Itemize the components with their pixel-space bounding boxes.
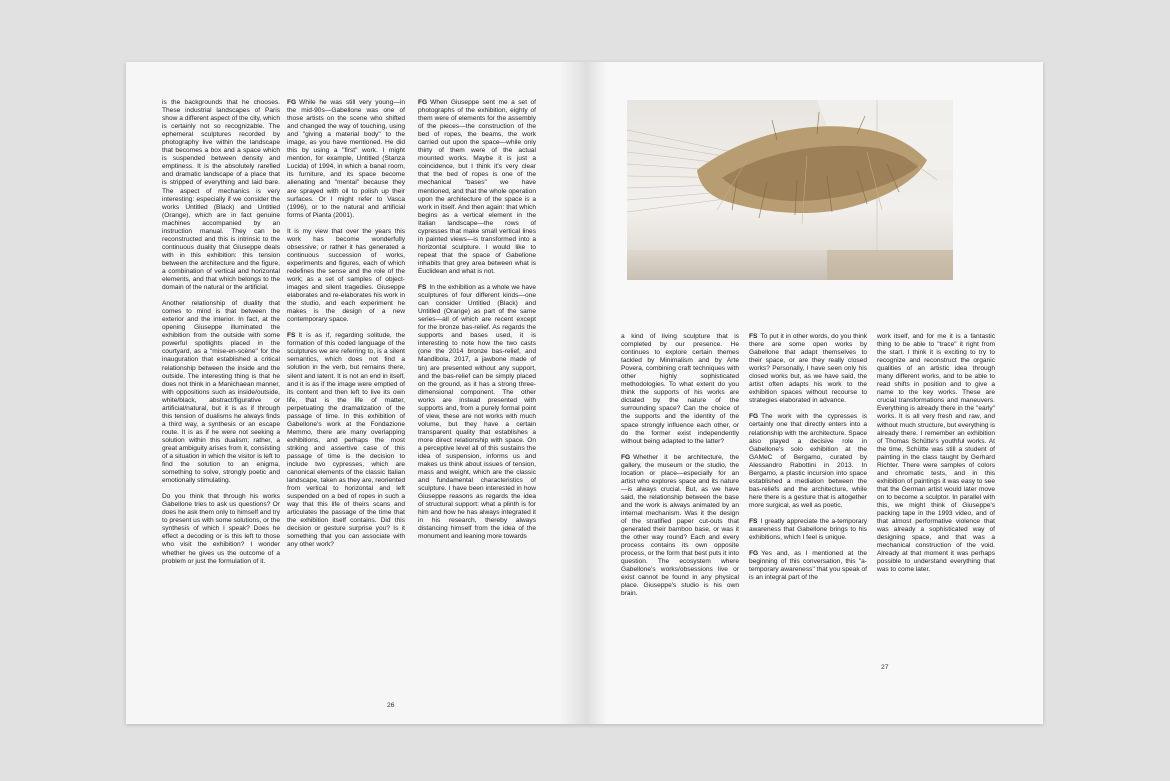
- speaker-label: FG: [287, 99, 297, 106]
- paragraph: [877, 333, 995, 574]
- paragraph-text: In the exhibition as a whole we have sculptures of four different kinds—one can consider Untitled (Black) and Untitled (Orange) as part of the same series—all of which are recent except for the bronze bas-relief. As regards the supports and bases used, it is interesting to note how the two casts (one the 2014 bronze bas-relief, and Mandibola, 2017, a jawbone made of tin) are presented without any support, and the bas-relief can be simply placed on the ground, as it has a strong three-dimensional component. The other works are instead presented with supports and, from a purely formal point of view, these are not works with much volume, but they have a certain transparent quality that establishes a more direct relationship with space. On a perceptive level all of this sustains the idea of suspension, informs us and makes us think about issues of tension, mass and weight, which are the classic and fundamental characteristics of sculpture. I have been interested in how Giuseppe reasons as regards the idea of structural support: what a plinth is for him and how he has always integrated it in his research, thereby always distancing himself from the idea of the monument and leaning more towards: [418, 284, 536, 541]
- paragraph: [287, 228, 405, 325]
- gutter-shadow: [559, 62, 585, 724]
- speaker-label: FG: [621, 453, 631, 461]
- paragraph-text: Another relationship of duality that comes to mind is that between the exterior and the interior. In fact, at the opening Giuseppe illuminated the exhibition from the outside with some powerful spotlights placed in the courtyard, as a "mise-en-scène" for the inauguration that established a critical relationship between the inside and the outside. The interesting thing is that he does not think in a Manichaean manner, with oppositions such as inside/outside, white/black, abstract/figurative or artificial/natural, but it is as if through this tension of dualisms he always finds a third way, a synthesis or an escape route. It is as if he were not seeking a solution within this dualism; rather, a great ambiguity arises from it, consisting of a situation in which the visitor is left to find the solution to an enigma, something to solve, strongly poetic and emotionally stimulating.: [162, 300, 280, 485]
- paragraph: [287, 99, 405, 220]
- exhibition-photo: [627, 100, 953, 280]
- text-column: [287, 99, 405, 679]
- paragraph-text: Do you think that through his works Gabellone tries to ask us questions? Or does he ask them only to himself and try to present us with some solutions, or the synthesis of which I speak? Does he effect a decoding or is this left to those who visit the exhibition? I wonder whether he gives us the outcome of a problem or just the formulation of it.: [162, 493, 280, 565]
- paragraph: [749, 518, 867, 542]
- text-column: [749, 333, 867, 679]
- text-column: [877, 333, 995, 679]
- paragraph: [418, 99, 536, 276]
- paragraph-text: It is as if, regarding solitude, the formation of this coded language of the sculptures we are referring to, is a silent semantics, which does not find a solution in the verb, but remains there, silent and latent. It is not an end in itself, and it is as if the image were emptied of its content and then left to live its own life, that is the life of matter, perpetuating the dramatization of the passage of time. In this exhibition of Gabellone's work at the Fondazione Memmo, there are many overlapping exhibitions, and perhaps the most striking and assertive case of this passage of time is the decision to include two cypresses, which are canonical elements of the classic Italian landscape, taken as they are, reoriented from vertical to horizontal and left suspended on a bed of ropes in such a way that this life of theirs scans and articulates the passage of the time that the exhibition itself contains. Did this decision or gesture surprise you? Is it something that you can associate with any other work?: [287, 332, 405, 549]
- paragraph-text: It is my view that over the years this work has become wonderfully obsessive; or rather it has generated a continuous succession of works, experiments and figures, each of which redefines the sense and the role of the work; as a set of samples of object-images and silent tragedies. Giuseppe elaborates and re-elaborates his work in the studio, and each experiment he makes is the design of a new contemporary space.: [287, 227, 405, 324]
- speaker-label: FS: [749, 517, 758, 525]
- speaker-label: FG: [749, 550, 759, 558]
- magazine-spread: [126, 62, 1043, 724]
- text-column: [621, 333, 739, 679]
- paragraph: [621, 454, 739, 599]
- left-page: [126, 62, 585, 724]
- paragraph-text: When Giuseppe sent me a set of photographs of the exhibition, eighty of them were of elements for the assembly of the pieces—the construction of the bed of ropes, the beams, the work carried out upon the space—while only thirty of them were of the actual mounted works. Maybe it is just a coincidence, but I think it's very clear that the bed of ropes is one of the mechanical "bases" we have mentioned, and that the whole operation upon the architecture of the space is a work in itself. And then again: that which begins as a vertical element in the Italian landscape—the rows of cypresses that make small vertical lines in painted views—is transformed into a horizontal sculpture. I would like to repeat that the space of Gabellone inhabits that grey area between what is Euclidean and what is not.: [418, 99, 536, 275]
- suspended-cypress-illustration: [627, 100, 953, 280]
- right-page: [585, 62, 1043, 724]
- text-column: [418, 99, 536, 679]
- paragraph-text: a kind of living sculpture that is completed by our presence. He continues to explore certain themes tackled by Minimalism and by Arte Povera, combining craft techniques with other highly sophisticated methodologies. To what extent do you think the supports of his works are dictated by the nature of the surrounding space? Can the choice of the supports and the identity of the space strongly influence each other, or do the former exist independently without being adapted to the latter?: [621, 333, 739, 445]
- text-column: [162, 99, 280, 679]
- paragraph: [749, 333, 867, 405]
- paragraph: [621, 333, 739, 446]
- paragraph-text: To put it in other words, do you think there are some open works by Gabellone that adapt themselves to their space, or are they really closed works? Personally, I have seen only his closed works but, as we have said, the artist often adapts his work to the exhibition spaces without recourse to strategies elaborated in advance.: [749, 333, 867, 405]
- paragraph: [162, 300, 280, 485]
- speaker-label: FG: [418, 99, 428, 106]
- paragraph: [749, 413, 867, 510]
- paragraph: [162, 493, 280, 565]
- paragraph-text: I greatly appreciate the a-temporary awareness that Gabellone brings to his exhibitions, which I feel is unique.: [749, 517, 867, 542]
- gutter-shadow: [585, 62, 607, 724]
- paragraph: [287, 332, 405, 549]
- paragraph-text: is the backgrounds that he chooses. These industrial landscapes of Paris show a different aspect of the city, which is certainly not so recognizable. The ephemeral sculptures recorded by photography live within the landscape that becomes a box and a space which is suspended between density and emptiness. It is the absolutely rarefied and dramatic landscape of a place that is stripped of everything and laid bare. The aspect of mechanics is very interesting: especially if we consider the works Untitled (Black) and Untitled (Orange), which are in fact genuine machines accompanied by an instruction manual. They can be reconstructed and this is intrinsic to the continuous duality that Giuseppe deals with in this exhibition: this tension between the architecture and the figure, a combination of vertical and horizontal elements, and that which belongs to the domain of the natural or the artificial.: [162, 99, 280, 292]
- paragraph-text: While he was still very young—in the mid-90s—Gabellone was one of those artists on the scene who shifted and changed the way of touching, using and "giving a material body" to the image, as you have mentioned. He did this by using a "first" work. I might mention, for example, Untitled (Stanza Lucida) of 1994, in which a banal room, its furniture, and its space become alienating and "mental" because they are sprayed with oil to polish up their surfaces. Or I might refer to Vasca (1996), or to the natural and artificial forms of Pianta (2001).: [287, 99, 405, 219]
- page-number: 27: [881, 664, 889, 671]
- paragraph-text: work itself, and for me it is a fantastic thing to be able to "trace" it right from the start. I think it is exciting to try to recognize and reconstruct the organic qualities of an artistic idea through many different works, and to be able to read shifts in position and to give a name to the key works. These are crucial transformations and maneuvers. Everything is already there in the "early" works. It is all very fresh and raw, and without much structure, but everything is already there. I remember an exhibition of Thomas Schütte's youthful works. At the time, Schütte was still a student of painting in the class taught by Gerhard Richter. There were samples of colors and chromatic tests, and in this exhibition of paintings it was easy to see that the German artist would later move on to become a sculptor. In parallel with this, we might think of Giuseppe's packing tape in the 1993 video, and of that almost performative violence that was already a sophisticated way of designing space, and that was a mechanical construction of the void. Already at that moment it was perhaps possible to understand everything that was to come later.: [877, 333, 995, 574]
- speaker-label: FS: [418, 284, 427, 292]
- speaker-label: FS: [749, 333, 758, 340]
- paragraph-text: Whether it be architecture, the gallery, the museum or the studio, the location or place—especially for an artist who explores space and its nature—is always crucial. But, as we have said, the relationship between the base and the work is always animated by an internal mechanism. Was it the design of the stratified paper cut-outs that generated their bamboo base, or was it the other way round? Each and every process contains its own opposite process, or the form that best puts it into question. The ecosystem where Gabellone's works/obsessions live or exist cannot be found in any physical place. Giuseppe's studio is his own brain.: [621, 453, 739, 598]
- paragraph: [162, 99, 280, 292]
- paragraph-text: Yes and, as I mentioned at the beginning of this conversation, this "a-temporary awareness" that you speak of is an integral part of the: [749, 550, 867, 582]
- paragraph: [749, 550, 867, 582]
- speaker-label: FG: [749, 413, 759, 421]
- paragraph-text: The work with the cypresses is certainly one that directly enters into a relationship with the architecture. Space also played a decisive role in Gabellone's solo exhibition at the GAMeC of Bergamo, curated by Alessandro Rabottini in 2013. In Bergamo, a plastic incursion into space established a mediation between the bas-reliefs and the architecture, while here there is a gesture that is altogether more surgical, as well as poetic.: [749, 413, 867, 509]
- speaker-label: FS: [287, 332, 296, 340]
- paragraph: [418, 284, 536, 542]
- page-number: 26: [387, 702, 395, 709]
